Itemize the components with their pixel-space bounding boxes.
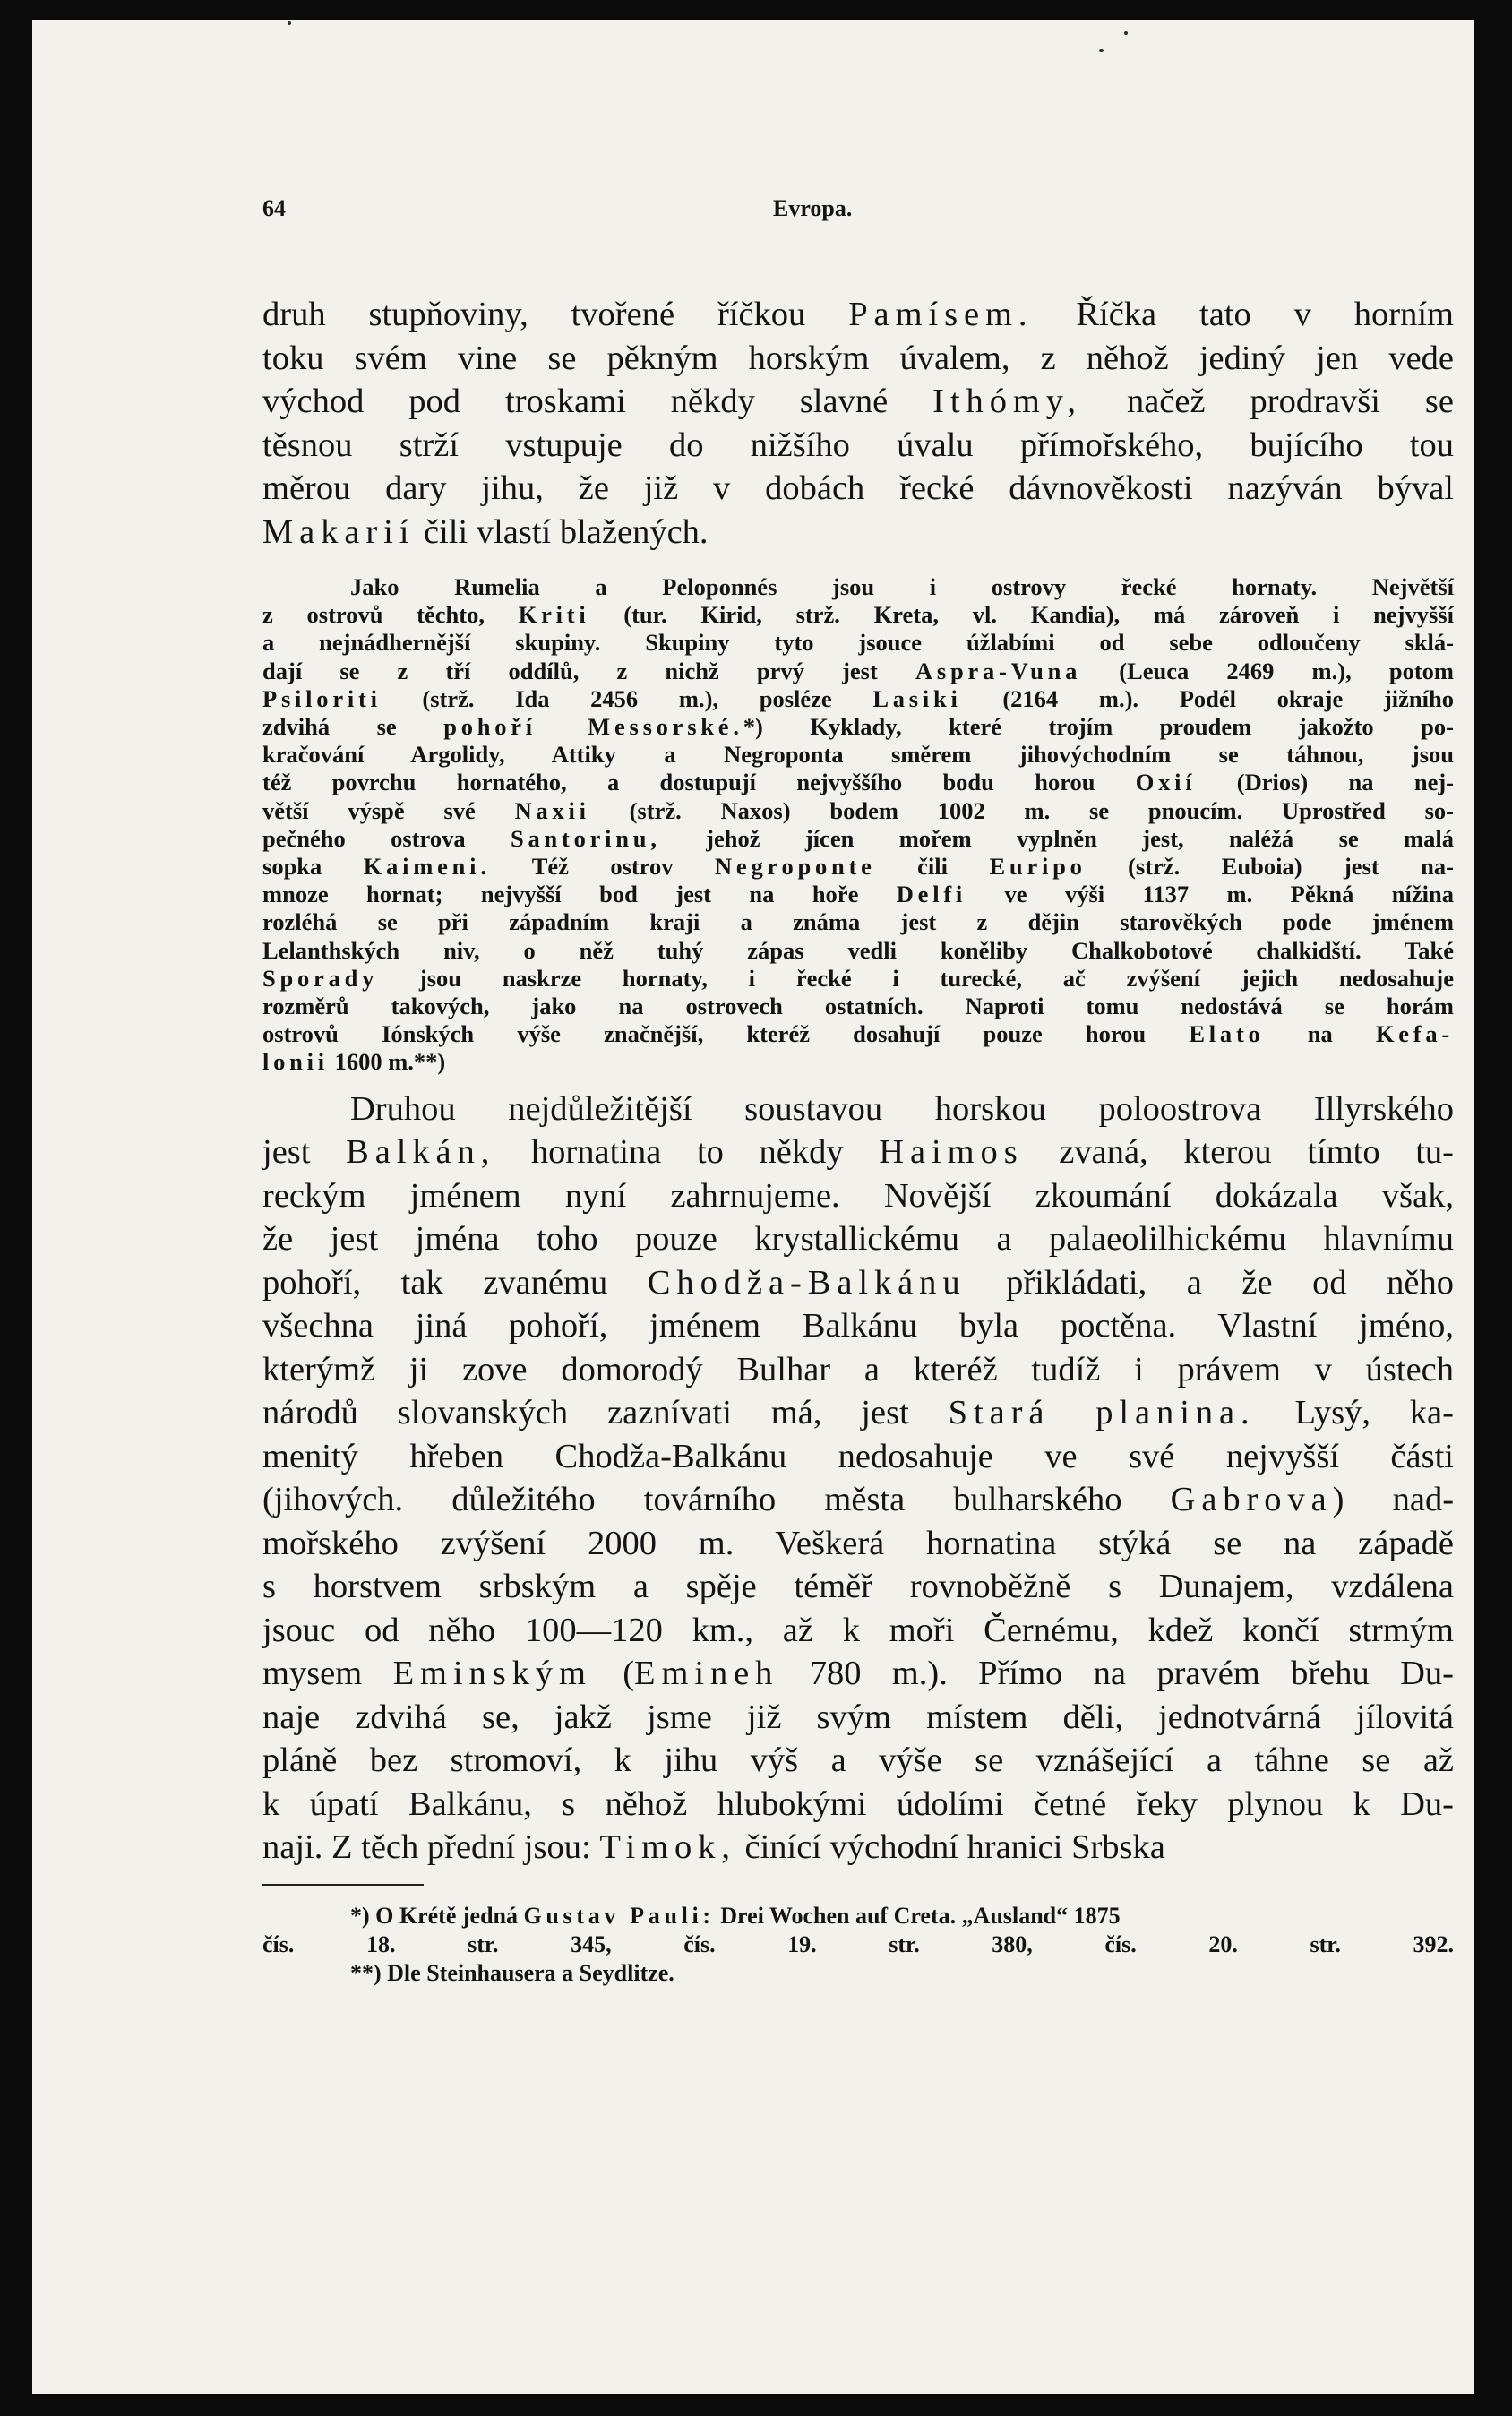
text-line [262,601,1454,629]
text-segment: mysem [262,1655,393,1693]
text-line [262,1522,1454,1566]
spaced-name: Balkán, [346,1133,496,1172]
spaced-name: Eminským [392,1655,592,1693]
spaced-name: Delfi [896,881,967,908]
text-line [262,1826,1454,1870]
text-segment: rozléhá se při západním kraji a známa jest z dějin starověkých pode jménem [262,908,1454,936]
text-segment: (Leuca 2469 m.), potom [1081,657,1454,684]
text-segment: kterýmž ji zove domorodý Bulhar a kteréž tudíž i právem v ústech [262,1350,1454,1389]
spaced-name: Kriti [518,601,590,629]
text-segment: těsnou strží vstupuje do nižšího úvalu přímořského, bujícího tou [262,426,1454,464]
text-line [262,658,1454,685]
text-segment: Též ostrov [490,853,715,881]
text-segment: pečného ostrova [262,824,511,852]
spaced-name: Gabrova [1170,1481,1333,1519]
text-line [262,1478,1454,1522]
text-line [262,1088,1454,1131]
text-segment: východ pod troskami někdy slavné [262,383,933,420]
scanned-page [32,20,1474,2394]
small-print-block [262,573,1454,1077]
text-segment: zvaná, kterou tímto tu- [1023,1133,1454,1172]
text-line [262,1048,1454,1076]
page-number: 64 [262,195,286,221]
text-line [262,1565,1454,1609]
spaced-name: Kefa- [1375,1020,1454,1048]
text-line [262,713,1454,741]
text-line [262,1261,1454,1305]
text-line [262,1902,1454,1930]
text-segment: jsouc od něho 100—120 km., až k moři Černému, kdež končí strmým [262,1611,1454,1649]
text-segment: jest [262,1133,347,1172]
text-segment: 1600 m.**) [328,1048,446,1076]
print-speck [288,21,291,25]
text-segment: (2164 m.). Podél okraje jižního [961,684,1454,712]
text-segment: čili vlastí blažených. [415,512,709,551]
text-segment: naje zdvihá se, jakž jsme již svým místem děli, jednotvárná jílovitá [262,1698,1454,1736]
spaced-name: Makarií [262,512,416,551]
spaced-name: Psiloriti [262,684,382,712]
text-segment: čís. 18. str. 345, čís. 19. str. 380, čís. 20. str. 392. [262,1930,1454,1957]
text-segment: jehož jícen mořem vyplněn jest, naléžá se malá [660,824,1454,852]
text-segment: též povrchu hornatého, a dostupují nejvyššího bodu horou [262,769,1136,796]
text-segment: ( [591,1655,635,1693]
text-segment: přikládati, a že od něho [966,1263,1455,1302]
text-line [262,1217,1454,1261]
text-segment: všechna jiná pohoří, jménem Balkánu byla poctěna. Vlastní jméno, [262,1307,1454,1346]
spaced-name: Ithómy, [932,383,1082,420]
text-segment: činící východní hranici Srbska [735,1828,1165,1867]
text-segment: mnoze hornat; nejvyšší bod jest na hoře [262,881,897,908]
text-line [262,1131,1454,1174]
spaced-name: Negroponte [715,853,876,881]
paragraph-2 [262,1088,1454,1870]
text-line [262,685,1454,713]
text-line [262,1783,1454,1827]
spaced-name: Oxií [1135,769,1197,796]
spaced-name: Chodža-Balkánu [647,1263,966,1302]
text-line [262,825,1454,853]
text-segment: k úpatí Balkánu, s něhož hlubokými údolími četné řeky plynou k Du- [262,1784,1454,1823]
text-line [262,337,1454,381]
text-line [262,993,1454,1020]
text-segment: na [1264,1020,1376,1048]
text-line [262,1174,1454,1218]
text-line [262,1304,1454,1348]
text-segment: Drei Wochen auf Creta. „Ausland“ 1875 [714,1902,1121,1929]
spaced-name: lonii [262,1048,329,1076]
text-line [262,881,1454,908]
text-line [262,908,1454,936]
text-line [262,511,1454,555]
text-segment: Lelanthských niv, o něž tuhý zápas vedli koněliby Chalkobotové chalkidští. Také [262,936,1454,964]
text-segment: pohoří, tak zvanému [262,1263,648,1302]
text-segment: reckým jménem nyní zahrnujeme. Novější zkoumání dokázala však, [262,1176,1454,1215]
text-segment: jsou naskrze hornaty, i řecké i turecké, ač zvýšení jejich nedosahuje [378,964,1454,992]
spaced-name: Timok, [599,1828,736,1867]
text-line [262,1959,1454,1988]
spaced-name: Sporady [262,964,379,992]
text-line [262,380,1454,424]
running-title: Evropa. [773,195,853,221]
text-segment: měrou dary jihu, že již v dobách řecké dávnověkosti nazýván býval [262,469,1454,507]
text-line [262,1739,1454,1783]
text-segment: rozměrů takových, jako na ostrovech ostatních. Naproti tomu nedostává se horám [262,993,1454,1020]
text-line [262,1609,1454,1653]
text-segment: zdvihá se [262,713,444,741]
text-segment: ostrovů Iónských výše značnější, kteréž dosahují pouze horou [262,1020,1190,1048]
text-segment: s horstvem srbským a spěje téměř rovnoběžně s Dunajem, vzdálena [262,1568,1454,1606]
spaced-name: Kaimeni. [363,853,491,881]
text-line [262,1652,1454,1696]
text-segment: z ostrovů těchto, [262,601,519,629]
spaced-name: Emineh [634,1655,779,1693]
text-line [262,1020,1454,1048]
text-segment: národů slovanských zaznívati má, jest [262,1394,949,1432]
text-line [262,1435,1454,1479]
text-segment: naji. Z těch přední jsou: [262,1828,600,1867]
spaced-name: Haimos [879,1133,1024,1172]
page-header [262,195,1454,231]
text-segment: sopka [262,853,364,881]
text-segment: větší výspě své [262,796,515,824]
text-segment: 780 m.). Přímo na pravém břehu Du- [778,1655,1454,1693]
spaced-name: Euripo [989,853,1087,881]
spaced-name: Aspra-Vuna [915,657,1082,684]
text-line [262,937,1454,965]
footnote-divider [262,1884,424,1886]
text-line [262,424,1454,468]
text-segment: čili [875,853,990,881]
text-segment: mořského zvýšení 2000 m. Veškerá hornatina stýká se na západě [262,1524,1454,1562]
text-segment: druh stupňoviny, tvořené říčkou [262,296,849,333]
spaced-name: Santorinu, [510,824,661,852]
print-speck [1099,49,1104,52]
text-line [262,467,1454,511]
text-segment: Lysý, ka- [1255,1394,1454,1432]
text-segment: Jako Rumelia a Peloponnés jsou i ostrovy řecké hornaty. Největší [350,573,1454,600]
text-segment: (strž. Ida 2456 m.), posléze [381,684,873,712]
text-segment: (strž. Euboia) jest na- [1086,853,1454,881]
text-line [262,629,1454,657]
spaced-name: Lasiki [872,684,962,712]
spaced-name: pohoří Messorské. [443,713,743,741]
spaced-name: Gustav Pauli: [523,1902,715,1929]
text-segment: pláně bez stromoví, k jihu výš a výše se vznášející a táhne se až [262,1741,1454,1780]
text-segment: (Drios) na nej- [1196,769,1454,796]
text-segment: Druhou nejdůležitější soustavou horskou poloostrova Illyrského [350,1089,1454,1128]
text-segment: ) nad- [1332,1481,1455,1519]
text-segment: toku svém vine se pěkným horským úvalem, z něhož jediný jen vede [262,339,1454,377]
text-line [262,1696,1454,1740]
text-segment: hornatina to někdy [495,1133,880,1172]
text-line [262,1391,1454,1435]
footnotes [262,1902,1454,1988]
spaced-name: Pamísem. [848,296,1034,333]
spaced-name: Elato [1189,1020,1265,1048]
text-segment: menitý hřeben Chodža-Balkánu nedosahuje ve své nejvyšší části [262,1437,1454,1475]
spaced-name: Stará planina. [948,1394,1256,1432]
text-line [262,573,1454,601]
text-segment: načež prodravši se [1082,383,1455,420]
text-line [262,741,1454,769]
text-segment: (tur. Kirid, strž. Kreta, vl. Kandia), má zároveň i nejvyšší [589,601,1454,629]
text-line [262,293,1454,337]
text-segment: *) O Krétě jedná [350,1902,524,1929]
text-line [262,797,1454,825]
page-content [262,195,1454,1988]
text-segment: (jihových. důležitého továrního města bulharského [262,1481,1171,1519]
text-segment: **) Dle Steinhausera a Seydlitze. [350,1959,674,1986]
print-speck [1124,31,1128,35]
text-segment: (strž. Naxos) bodem 1002 m. se pnoucím. Uprostřed so- [589,796,1454,824]
text-segment: a nejnádhernější skupiny. Skupiny tyto jsouce úžlabími od sebe odloučeny sklá- [262,629,1454,657]
text-line [262,1348,1454,1392]
text-line [262,1930,1454,1959]
text-line [262,853,1454,881]
text-line [262,965,1454,993]
text-segment: kračování Argolidy, Attiky a Negroponta směrem jihovýchodním se táhnou, jsou [262,741,1454,769]
spaced-name: Naxii [514,796,590,824]
text-segment: Říčka tato v horním [1033,296,1455,333]
text-segment: dají se z tří oddílů, z nichž prvý jest [262,657,915,684]
text-segment: že jest jména toho pouze krystallickému a palaeolilhickému hlavnímu [262,1220,1454,1259]
text-segment: ve výši 1137 m. Pěkná nížina [966,881,1454,908]
paragraph-1 [262,293,1454,554]
text-line [262,769,1454,796]
text-segment: *) Kyklady, které trojím proudem jakožto po- [743,713,1454,741]
